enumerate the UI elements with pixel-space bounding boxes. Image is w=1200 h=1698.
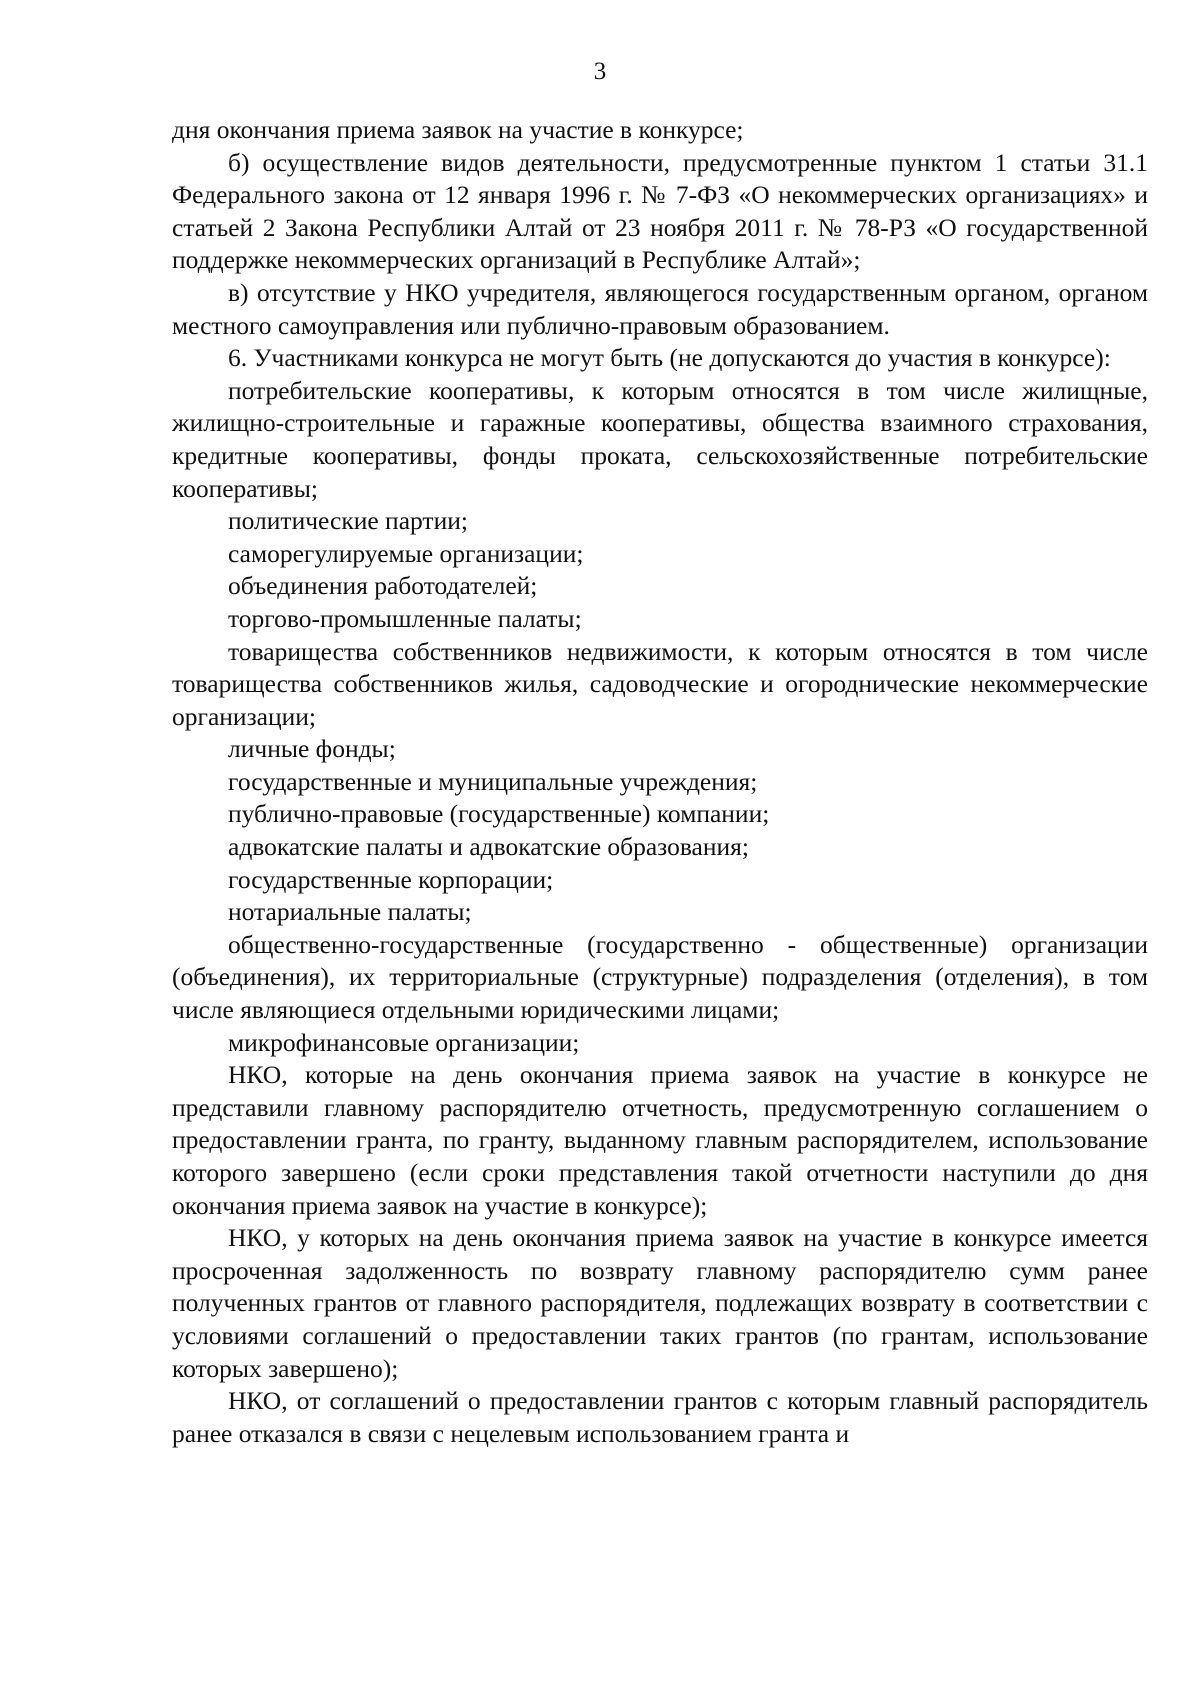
paragraph: НКО, от соглашений о предоставлении грантов с которым главный распорядитель ранее отказался в связи с нецелевым использованием гранта и (172, 1386, 1148, 1448)
paragraph: государственные корпорации; (228, 864, 554, 894)
page-number: 3 (593, 58, 607, 85)
paragraph: государственные и муниципальные учреждения; (228, 766, 758, 796)
paragraph: НКО, которые на день окончания приема заявок на участие в конкурсе не представили главному распорядителю отчетность, предусмотренную соглашением о предоставлении гранта, по гранту, выданному главным распорядителем, использование которого завершено (если сроки представления такой отчетности наступили до дня окончания приема заявок на участие в конкурсе); (172, 1060, 1148, 1220)
paragraph: общественно-государственные (государственно - общественные) организации (объединения), их территориальные (структурные) подразделения (отделения), в том числе являющиеся отдельными юридическими лицами; (172, 929, 1148, 1025)
paragraph: саморегулируемые организации; (228, 538, 584, 568)
paragraph: торгово-промышленные палаты; (228, 603, 582, 633)
paragraph: 6. Участниками конкурса не могут быть (не допускаются до участия в конкурсе): (228, 343, 1111, 373)
paragraph: микрофинансовые организации; (228, 1027, 580, 1057)
paragraph: товарищества собственников недвижимости, к которым относятся в том числе товарищества собственников жилья, садоводческие и огороднические некоммерческие организации; (172, 636, 1148, 731)
paragraph: НКО, у которых на день окончания приема заявок на участие в конкурсе имеется просроченная задолженность по возврату главному распорядителю сумм ранее полученных грантов от главного распорядителя, подлежащих возврату в соответствии с условиями соглашений о предоставлении таких грантов (по грантам, использование которых завершено); (172, 1223, 1148, 1383)
paragraph: личные фонды; (228, 734, 396, 764)
document-body (172, 114, 1148, 1450)
paragraph: политические партии; (228, 506, 468, 536)
paragraph: потребительские кооперативы, к которым относятся в том числе жилищные, жилищно-строительные и гаражные кооперативы, общества взаимного страхования, кредитные кооперативы, фонды проката, сельскохозяйственные потребительские кооперативы; (172, 375, 1148, 503)
paragraph: нотариальные палаты; (228, 897, 472, 927)
paragraph: дня окончания приема заявок на участие в конкурсе; (172, 115, 744, 144)
paragraph: объединения работодателей; (228, 571, 538, 601)
paragraph: в) отсутствие у НКО учредителя, являющегося государственным органом, органом местного самоуправления или публично-правовым образованием. (172, 277, 1148, 340)
paragraph: б) осуществление видов деятельности, предусмотренные пунктом 1 статьи 31.1 Федерального закона от 12 января 1996 г. № 7-ФЗ «О некоммерческих организациях» и статьей 2 Закона Республики Алтай от 23 ноября 2011 г. № 78-РЗ «О государственной поддержке некоммерческих организаций в Республике Алтай»; (172, 147, 1148, 275)
paragraph: адвокатские палаты и адвокатские образования; (228, 832, 749, 862)
paragraph: публично-правовые (государственные) компании; (228, 799, 770, 829)
